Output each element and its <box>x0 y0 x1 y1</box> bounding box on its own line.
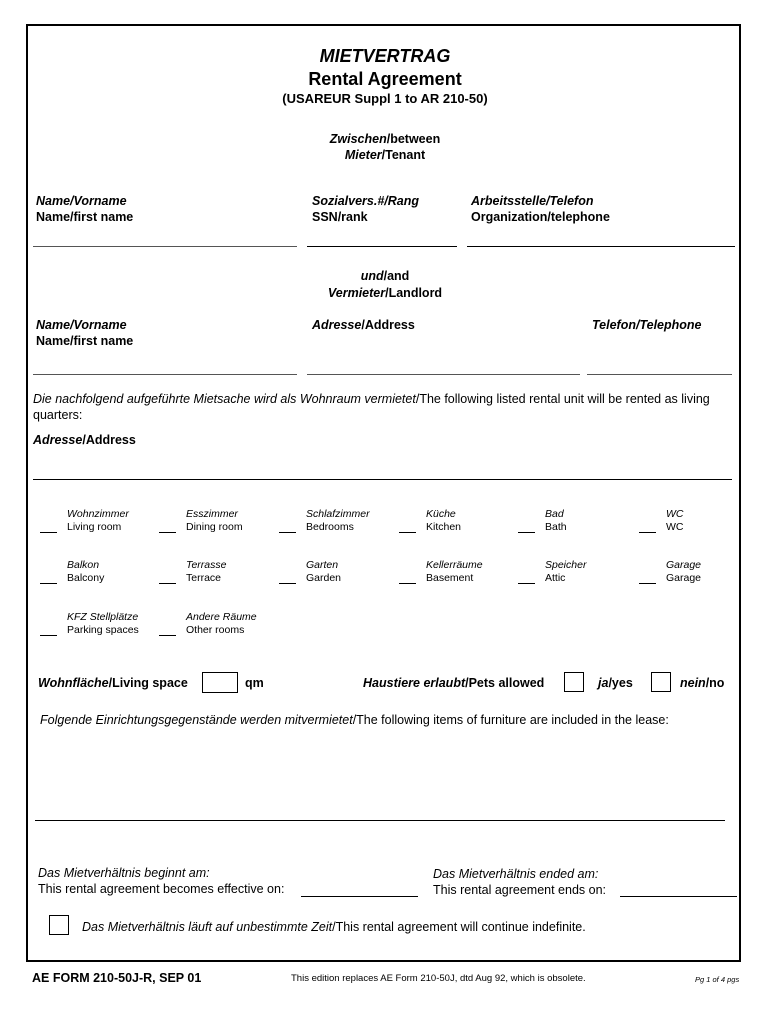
page-number: Pg 1 of 4 pgs <box>695 975 740 984</box>
end-date-input-line[interactable] <box>620 896 737 897</box>
form-frame <box>26 24 741 962</box>
room-label-en: Living room <box>67 521 122 533</box>
room-label-en: Basement <box>426 572 474 584</box>
room-count-blank[interactable] <box>159 635 176 636</box>
furniture-input-line[interactable] <box>35 820 725 821</box>
room-label-de: Wohnzimmer <box>67 508 129 520</box>
room-count-blank[interactable] <box>518 532 535 533</box>
tenant-name-input-line[interactable] <box>33 246 297 247</box>
room-count-blank[interactable] <box>40 583 57 584</box>
room-label-en: WC <box>666 521 684 533</box>
form-number: AE FORM 210-50J-R, SEP 01 <box>32 971 202 985</box>
room-label-de: Andere Räume <box>186 611 257 623</box>
room-label-en: Terrace <box>186 572 222 584</box>
form-subtitle: (USAREUR Suppl 1 to AR 210-50) <box>282 91 488 106</box>
pets-yes-label: ja/yes <box>598 676 633 690</box>
tenant-ssn-label-en: SSN/rank <box>312 210 368 224</box>
room-label-de: Speicher <box>545 559 587 571</box>
room-label-de: Garage <box>666 559 702 571</box>
living-space-unit: qm <box>245 676 264 690</box>
room-label-de: Terrasse <box>186 559 227 571</box>
room-label-de: Bad <box>545 508 564 520</box>
room-label-en: Parking spaces <box>67 624 139 636</box>
room-label-en: Kitchen <box>426 521 462 533</box>
room-count-blank[interactable] <box>518 583 535 584</box>
tenant-org-input-line[interactable] <box>467 246 735 247</box>
landlord-heading: Vermieter/Landlord <box>327 286 443 300</box>
room-count-blank[interactable] <box>159 583 176 584</box>
room-label-en: Dining room <box>186 521 243 533</box>
tenant-heading: Mieter/Tenant <box>344 148 426 162</box>
between-label: Zwischen/between <box>329 132 441 146</box>
edition-notice: This edition replaces AE Form 210-50J, dtd Aug 92, which is obsolete. <box>291 973 586 984</box>
tenant-ssn-label-de: Sozialvers.#/Rang <box>312 194 419 208</box>
pets-yes-checkbox[interactable] <box>564 672 584 692</box>
room-label-de: WC <box>666 508 684 520</box>
room-label-de: Küche <box>426 508 456 520</box>
room-label-de: Garten <box>306 559 339 571</box>
room-label-en: Bath <box>545 521 567 533</box>
room-label-en: Garden <box>306 572 342 584</box>
room-count-blank[interactable] <box>40 532 57 533</box>
room-label-en: Bedrooms <box>306 521 354 533</box>
landlord-address-label: Adresse/Address <box>312 318 415 332</box>
landlord-address-input-line[interactable] <box>307 374 580 375</box>
begin-date-input-line[interactable] <box>301 896 418 897</box>
room-label-en: Attic <box>545 572 566 584</box>
room-label-de: Kellerräume <box>426 559 483 571</box>
tenant-name-label-en: Name/first name <box>36 210 134 224</box>
landlord-name-label-en: Name/first name <box>36 334 134 348</box>
form-title-english: Rental Agreement <box>308 69 462 89</box>
landlord-name-input-line[interactable] <box>33 374 297 375</box>
indefinite-label: Das Mietverhältnis läuft auf unbestimmte Zeit/This rental agreement will continue indefinite. <box>82 920 586 934</box>
rental-address-input-line[interactable] <box>33 479 732 480</box>
and-label: und/and <box>360 269 410 283</box>
room-count-blank[interactable] <box>399 583 416 584</box>
tenant-org-label-en: Organization/telephone <box>471 210 610 224</box>
room-count-blank[interactable] <box>639 583 656 584</box>
room-label-de: KFZ Stellplätze <box>67 611 139 623</box>
landlord-phone-input-line[interactable] <box>587 374 732 375</box>
pets-allowed-label: Haustiere erlaubt/Pets allowed <box>363 676 545 690</box>
room-label-en: Other rooms <box>186 624 245 636</box>
form-title-german: MIETVERTRAG <box>319 46 451 66</box>
end-date-label-de: Das Mietverhältnis ended am: <box>433 867 599 881</box>
room-label-en: Balcony <box>67 572 105 584</box>
landlord-phone-label: Telefon/Telephone <box>592 318 702 332</box>
begin-date-label-de: Das Mietverhältnis beginnt am: <box>38 866 210 880</box>
tenant-ssn-input-line[interactable] <box>307 246 457 247</box>
room-count-blank[interactable] <box>279 583 296 584</box>
room-label-de: Balkon <box>67 559 100 571</box>
furniture-intro: Folgende Einrichtungsgegenstände werden mitvermietet/The following items of furniture are included in the lease: <box>40 713 669 727</box>
end-date-label-en: This rental agreement ends on: <box>433 883 607 897</box>
rental-address-label: Adresse/Address <box>33 433 136 447</box>
pets-no-checkbox[interactable] <box>651 672 671 692</box>
room-count-blank[interactable] <box>159 532 176 533</box>
rental-unit-intro: Die nachfolgend aufgeführte Mietsache wird als Wohnraum vermietet/The following listed rental unit will be rented as living quarters: <box>33 392 710 422</box>
room-count-blank[interactable] <box>40 635 57 636</box>
living-space-label: Wohnfläche/Living space <box>38 676 188 690</box>
begin-date-label-en: This rental agreement becomes effective on: <box>38 882 285 896</box>
pets-no-label: nein/no <box>680 676 725 690</box>
room-count-blank[interactable] <box>279 532 296 533</box>
room-label-en: Garage <box>666 572 702 584</box>
room-label-de: Schlafzimmer <box>306 508 370 520</box>
living-space-input[interactable] <box>202 672 238 693</box>
tenant-name-label-de: Name/Vorname <box>36 194 127 208</box>
indefinite-checkbox[interactable] <box>49 915 69 935</box>
room-count-blank[interactable] <box>399 532 416 533</box>
room-count-blank[interactable] <box>639 532 656 533</box>
landlord-name-label-de: Name/Vorname <box>36 318 127 332</box>
tenant-org-label-de: Arbeitsstelle/Telefon <box>471 194 594 208</box>
room-label-de: Esszimmer <box>186 508 238 520</box>
